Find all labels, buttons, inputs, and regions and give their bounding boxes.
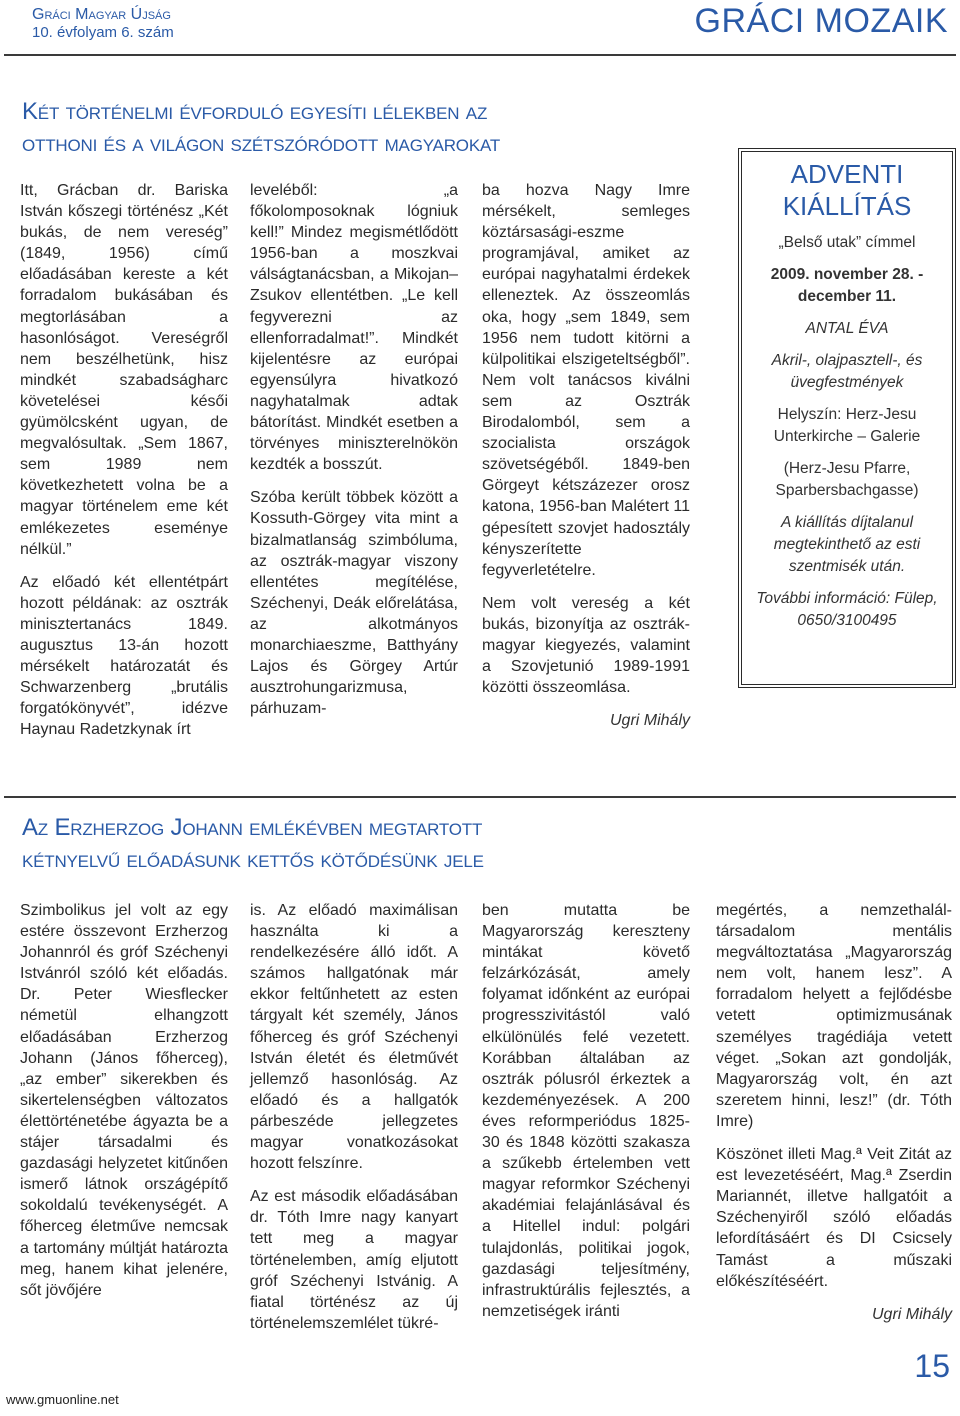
article-divider — [4, 796, 956, 798]
paragraph: is. Az előadó maximálisan használta ki a rendelkezésére álló időt. A számos hallgatónak már ekkor feltűnhetett az esten tárgyalt két személy, János főherceg és gróf Széchenyi István életét és életművét jellemző hasonlóság. Az előadó és a hallgatók párbeszéde jellegzetes magyar vonatkozásokat hozott felszínre. — [250, 902, 458, 1173]
section-title: GRÁCI MOZAIK — [694, 2, 948, 40]
exhibition-venue-note: (Herz-Jesu Pfarre, Sparbersbachgasse) — [775, 460, 919, 499]
exhibition-artist: ANTAL ÉVA — [805, 320, 889, 337]
website-link[interactable]: www.gmuonline.net — [6, 1392, 119, 1407]
paragraph: ba hozva Nagy Imre mérsékelt, semleges köztársasági-eszme programjával, amiket az európai nagyhatalmi érdekek elleneztek. Az összeomlás oka, hogy „sem 1849, sem 1956 nem tudott kitörni a külpolitikai elszigeteltségből”. Nem volt tanácsos kiválni sem az Osztrák Birodalomból, sem a szocialista országok szövetségéből. 1849-ben Görgeyt kétszázezer orosz katona, 1956-ban Malétert 11 gépesített szovjet hadosztály kényszerítette fegyverletételre. — [482, 182, 690, 579]
issue-number: 10. évfolyam 6. szám — [32, 24, 174, 41]
article1-column-1 — [20, 180, 228, 752]
acknowledgement-paragraph: Köszönet illeti Mag.ª Veit Zitát az est levezetéséért, Mag.ª Zserdin Mariannét, illetve hallgatóit a Széchenyiről szóló előadás lefordításáért és DI Csicsely Tamást a műszaki előkészítéséért. — [716, 1146, 952, 1290]
paragraph: leveléből: „a főkolomposoknak lógniuk kell!” Mindez megismétlődött 1956-ban a moszkvai válságtanácsban, a Mikojan–Zsukov ellentétben. „Le kell fegyverezni az ellenforradalmat!”. Mindkét kijelentésre az európai egyensúlyra hivatkozó nagyhatalmak adtak bátorítást. Mindkét esetben a törvényes miniszterelnökön kezdték a bosszút. — [250, 182, 458, 474]
page-number: 15 — [914, 1348, 950, 1384]
article2-signature: Ugri Mihály — [871, 1305, 952, 1323]
article1-title — [22, 96, 500, 160]
article1-title-line2: otthoni és a világon szétszóródott magyarokat — [22, 130, 501, 157]
header-divider — [4, 54, 956, 56]
article2-title-line1: Az Erzherzog Johann emlékévben megtartott — [22, 814, 483, 841]
newspaper-name: Gráci Magyar Újság — [32, 6, 171, 23]
article2-column-1 — [20, 900, 228, 1313]
exhibition-dates: 2009. november 28. - december 11. — [770, 266, 924, 305]
paragraph: Az est második előadásában dr. Tóth Imre nagy kanyart tett meg a magyar történelemben, amíg eljutott gróf Széchenyi Istvánig. A fiatal történész az új történelemszemlélet tükré- — [250, 1188, 458, 1332]
exhibition-info: További információ: Fülep, 0650/3100495 — [756, 590, 938, 629]
article1-column-3 — [482, 180, 690, 731]
article2-title-line2: kétnyelvű előadásunk kettős kötődésünk jele — [22, 846, 484, 873]
article2-column-3 — [482, 900, 690, 1334]
exhibition-free-entry: A kiállítás díjtalanul megtekinthető az esti szentmisék után. — [773, 514, 921, 575]
article1-title-line1: Két történelmi évforduló egyesíti lélekben az — [22, 98, 488, 125]
exhibition-venue: Helyszín: Herz-Jesu Unterkirche – Galerie — [773, 406, 921, 445]
exhibition-media: Akril-, olajpasztell-, és üvegfestmények — [771, 352, 923, 391]
exhibition-box — [738, 148, 956, 688]
article1-signature: Ugri Mihály — [609, 712, 690, 730]
paragraph: Az előadó két ellentétpárt hozott példának: az osztrák minisztertanács 1849. augusztus 13-án hozott mérsékelt határozatát és Schwarzenberg „brutális forgatókönyvét”, idézve Haynau Radetzkynak írt — [20, 573, 228, 739]
article2-column-2 — [250, 900, 458, 1346]
article2-title — [22, 812, 484, 876]
exhibition-subtitle: „Belső utak” címmel — [778, 234, 916, 251]
exhibition-title: ADVENTI KIÁLLÍTÁS — [782, 159, 912, 221]
paragraph: Nem volt vereség a két bukás, bizonyítja az osztrák-magyar kiegyezés, valamint a Szovjetunió 1989-1991 közötti összeomlása. — [482, 594, 690, 697]
masthead — [32, 6, 174, 42]
paragraph: ben mutatta be Magyarország kereszteny mintákat követő felzárkózását, amely folyamat időnként az európai progresszivitástól való elkülönülés felé vezetett. Korábban általában az osztrák pólusról érkeztek a kezdeményezések. A 200 éves reformperiódus 1825-30 és 1848 közötti szakasza a szűkebb értelemben vett magyar reformkor Széchenyi akadémiai felajánlásával és a Hitellel indul: polgári tulajdonlás, politikai jogok, gazdasági teljesítmény, infrastruktúrális fejlesztés, a nemzetiségek iránti — [482, 902, 690, 1320]
article2-column-4 — [716, 900, 952, 1325]
paragraph: megértés, a nemzethalál-társadalom mentális megváltoztatása „Magyarország nem volt, hanem lesz”. A forradalom helyett a fejlődésbe vetett optimizmusának személyes tragédiája vetett véget. „Sokan azt gondolják, Magyarország volt, én azt szeretem hinni, lesz!” (dr. Tóth Imre) — [716, 902, 952, 1130]
article1-column-2 — [250, 180, 458, 731]
paragraph: Szóba került többek között a Kossuth-Görgey vita mint a bizalmatlanság szimbóluma, az osztrák-magyar viszony ellentétes megítélése, Széchenyi, Deák előrelátása, az alkotmányos monarchiaeszme, Batthyány Lajos és Görgey Artúr ausztrohungarizmusa, párhuzam- — [250, 489, 458, 718]
paragraph: Itt, Grácban dr. Bariska István kőszegi történész „Két bukás, de nem vereség” (1849, 1956) című előadásában kereste a két forradalom bukásában és megtorlásában a hasonlóságot. Vereségről nem beszélhetünk, hisz mindkét szabadságharc követelései késői gyümölcsként ugyan, de megvalósultak. „Sem 1867, sem 1989 nem következhetett volna be a magyar történelem eme két emlékezetes eseménye nélkül.” — [20, 182, 228, 558]
paragraph: Szimbolikus jel volt az egy estére összevont Erzherzog Johannról és gróf Széchenyi Istvánról szóló két előadás. Dr. Peter Wiesflecker németül elhangzott előadásában Erzherzog Johann (János főherceg), „az ember” sikerekben és sikertelenségben változatos élettörténetébe ágyazta be a stájer társadalmi és gazdasági helyzetet kitűnően ismerő látnok országépítő sokoldalú tevékenységét. A főherceg életműve nemcsak a tartomány múltját határozta meg, hanem kihat jelenére, sőt jövőjére — [20, 902, 228, 1299]
